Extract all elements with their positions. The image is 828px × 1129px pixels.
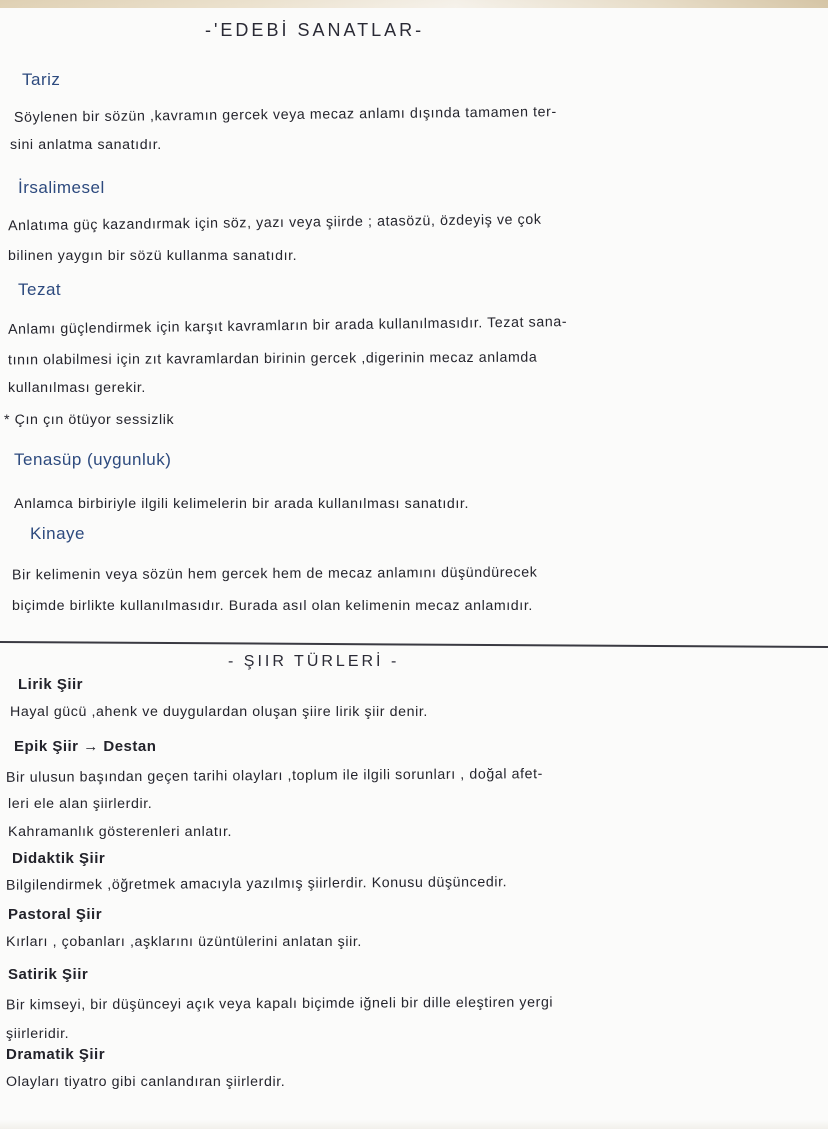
term-kinaye: Kinaye [30,524,85,543]
text-line: sini anlatma sanatıdır. [10,137,162,153]
term-tariz: Tariz [22,70,61,89]
text-line: biçimde birlikte kullanılmasıdır. Burada asıl olan kelimenin mecaz anlamıdır. [12,598,533,614]
section-divider [0,641,828,648]
example-line: * Çın çın ötüyor sessizlik [4,412,175,428]
text-line: bilinen yaygın bir sözü kullanma sanatıdır. [8,248,298,264]
text-line: şiirleridir. [6,1026,70,1042]
term-didaktik-siir: Didaktik Şiir [12,850,106,867]
term-irsalimesel: İrsalimesel [18,178,105,197]
text-line: Hayal gücü ,ahenk ve duygulardan oluşan şiire lirik şiir denir. [10,704,428,720]
text-line: Kahramanlık gösterenleri anlatır. [8,824,233,840]
term-satirik-siir: Satirik Şiir [8,966,89,983]
term-tezat: Tezat [18,280,62,299]
section-title-edebi-sanatlar: -'EDEBİ SANATLAR- [205,20,425,40]
section-title-siir-turleri: - ŞIIR TÜRLERİ - [228,653,400,670]
text-line: tının olabilmesi için zıt kavramlardan birinin gercek ,digerinin mecaz anlamda [7,349,538,369]
page-top-edge [0,0,828,8]
text-line: Bilgilendirmek ,öğretmek amacıyla yazılmış şiirlerdir. Konusu düşüncedir. [5,874,508,894]
text-line: kullanılması gerekir. [8,380,146,396]
term-dramatik-siir: Dramatik Şiir [6,1046,106,1063]
term-pastoral-siir: Pastoral Şiir [8,906,103,923]
text-line: Anlamca birbiriyle ilgili kelimelerin bir arada kullanılması sanatıdır. [14,496,469,512]
text-line: Olayları tiyatro gibi canlandıran şiirlerdir. [6,1074,286,1090]
text-line: leri ele alan şiirlerdir. [8,796,153,812]
text-line: Söylenen bir sözün ,kavramın gercek veya mecaz anlamı dışında tamamen ter- [13,104,557,126]
term-epik-siir: Epik Şiir → Destan [14,738,157,755]
text-line: Bir kelimenin veya sözün hem gercek hem de mecaz anlamını düşündürecek [11,564,538,584]
text-line: Bir ulusun başından geçen tarihi olayları ,toplum ile ilgili sorunları , doğal afet- [5,766,544,786]
text-line: Anlatıma güç kazandırmak için söz, yazı veya şiirde ; atasözü, özdeyiş ve çok [7,211,542,235]
text-line: Kırları , çobanları ,aşklarını üzüntülerini anlatan şiir. [6,934,362,950]
text-line: Bir kimseyi, bir düşünceyi açık veya kapalı biçimde iğneli bir dille eleştiren yergi [5,994,554,1014]
text-line: Anlamı güçlendirmek için karşıt kavramların bir arada kullanılmasıdır. Tezat sana- [7,314,568,338]
term-tenasup: Tenasüp (uygunluk) [14,450,172,469]
term-lirik-siir: Lirik Şiir [18,676,84,693]
